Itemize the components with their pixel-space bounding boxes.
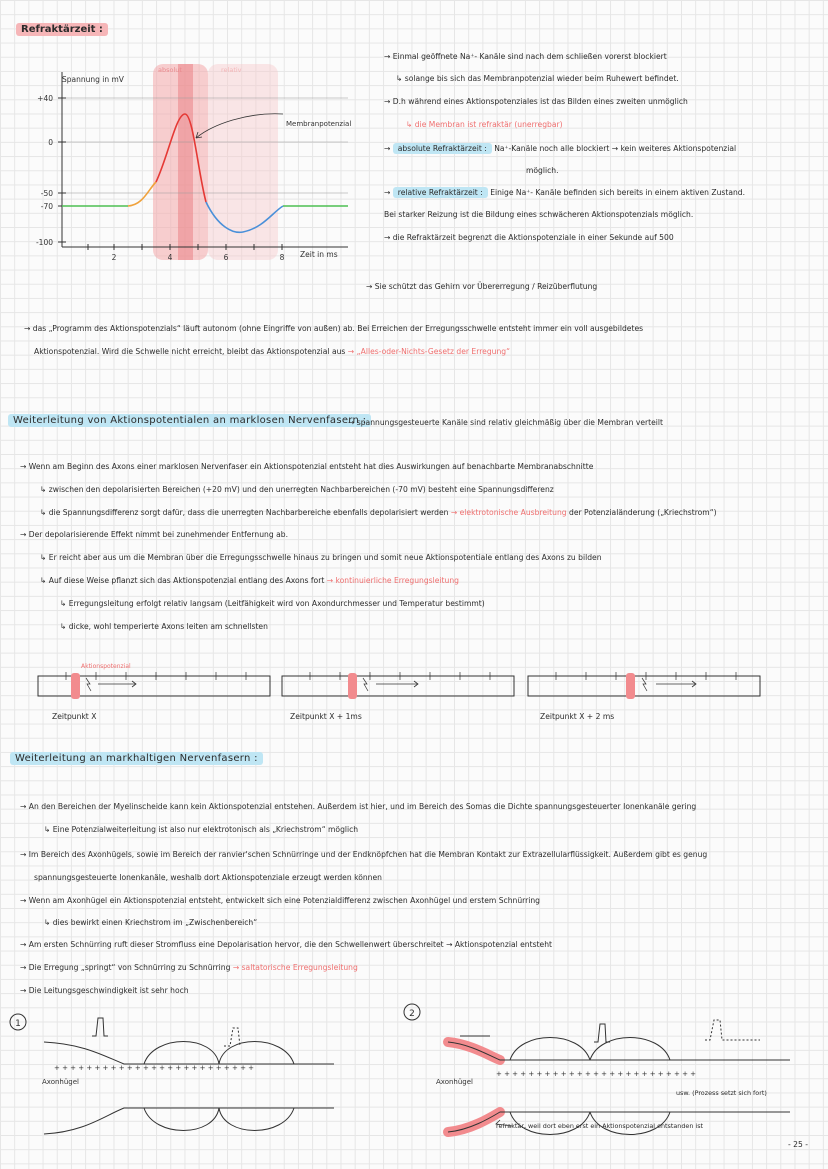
ytick-40: +40 [37, 94, 53, 103]
timepoint-1: Zeitpunkt X [52, 712, 97, 721]
markhaltig-line: ↳ dies bewirkt einen Kriechstrom im „Zwischenbereich“ [44, 918, 258, 927]
marklos-line: ↳ zwischen den depolarisierten Bereichen (+20 mV) und den unerregten Nachbarbereichen (-70 mV) besteht eine Spannungsdifferenz [40, 485, 554, 494]
svg-text:+ + + + + + + + + + + + + + +: + + + + + + + + + + + + + + + + + + + + + + + + + [54, 1064, 255, 1072]
marklos-line: ↳ die Spannungsdifferenz sorgt dafür, dass die unerregten Nachbarbereiche ebenfalls depolarisiert werden → elektrotonische Ausbreitung der Potenzialänderung („Kriechstrom“) [40, 508, 717, 517]
section-title-markhaltig: Weiterleitung an markhaltigen Nervenfasern : [10, 753, 263, 764]
relative-refractory-band [208, 64, 278, 260]
ytick-minus70: -70 [40, 202, 53, 211]
usw-note: usw. (Prozess setzt sich fort) [676, 1089, 767, 1097]
marklos-line: ↳ dicke, wohl temperierte Axons leiten am schnellsten [60, 622, 268, 631]
section2-subtitle: → spannungsgesteuerte Kanäle sind relativ gleichmäßig über die Membran verteilt [348, 418, 663, 427]
action-potential-chart [28, 62, 358, 262]
ytick-minus100: -100 [35, 238, 53, 247]
markhaltig-line: → Die Leitungsgeschwindigkeit ist sehr hoch [20, 986, 189, 995]
page-number: - 25 - [788, 1140, 808, 1149]
svg-text:2: 2 [409, 1009, 415, 1019]
marklos-line: ↳ Erregungsleitung erfolgt relativ langsam (Leitfähigkeit wird von Axondurchmesser und Temperatur bestimmt) [60, 599, 485, 608]
markhaltig-line: → Wenn am Axonhügel ein Aktionspotenzial entsteht, entwickelt sich eine Potenzialdifferenz zwischen Axonhügel und erstem Schnürring [20, 896, 540, 905]
section-title-marklos: Weiterleitung von Aktionspotentialen an marklosen Nervenfasern : [8, 415, 371, 426]
marklos-line: → Der depolarisierende Effekt nimmt bei zunehmender Entfernung ab. [20, 530, 288, 539]
membranpotenzial-label: Membranpotenzial [286, 120, 352, 128]
marklos-line: → Wenn am Beginn des Axons einer marklosen Nervenfaser ein Aktionspotenzial entsteht hat dies Auswirkungen auf benachbarte Membranabschnitte [20, 462, 594, 471]
myelinated-figure-1 [4, 1006, 384, 1146]
markhaltig-line: spannungsgesteuerte Ionenkanäle, weshalb dort Aktionspotenziale erzeugt werden können [34, 873, 382, 882]
x-axis-label: Zeit in ms [300, 250, 338, 259]
ytick-minus50: -50 [40, 189, 53, 198]
timepoint-3: Zeitpunkt X + 2 ms [540, 712, 615, 721]
axonhuegel-label-1: Axonhügel [42, 1078, 80, 1086]
xtick-2: 2 [111, 253, 117, 262]
markhaltig-line: → An den Bereichen der Myelinscheide kann kein Aktionspotenzial entstehen. Außerdem ist hier, und im Bereich des Somas die Dichte spannungsgesteuerter Ionenkanäle gering [20, 802, 697, 811]
xtick-4: 4 [167, 253, 173, 262]
markhaltig-line: → Am ersten Schnürring ruft dieser Stromfluss eine Depolarisation hervor, die den Schwellenwert überschreitet → Aktionspotenzial entsteht [20, 940, 552, 949]
aktionspotenzial-label: Aktionspotenzial [81, 663, 131, 670]
programm-line-2: Aktionspotenzial. Wird die Schwelle nicht erreicht, bleibt das Aktionspotenzial aus → „Alles-oder-Nichts-Gesetz der Erregung“ [34, 347, 511, 356]
svg-text:+ + + + + + + + + + + + + + +: + + + + + + + + + + + + + + + + + + + + + + + + + [496, 1070, 697, 1078]
xtick-8: 8 [279, 253, 285, 262]
absolut-label: absolut [158, 66, 182, 74]
ytick-0: 0 [48, 138, 53, 147]
axon-propagation-diagram [36, 660, 816, 710]
markhaltig-line: ↳ Eine Potenzialweiterleitung ist also nur elektrotonisch als „Kriechstrom“ möglich [44, 825, 359, 834]
xtick-6: 6 [223, 253, 229, 262]
section-title-refraktaerzeit: Refraktärzeit : [16, 24, 108, 35]
programm-line-1: → das „Programm des Aktionspotenzials“ läuft autonom (ohne Eingriffe von außen) ab. Bei Erreichen der Erregungsschwelle entsteht immer ein voll ausgebildetes [24, 324, 644, 333]
relativ-label: relativ [221, 66, 242, 74]
markhaltig-line: → Die Erregung „springt“ von Schnürring zu Schnürring → saltatorische Erregungsleitung [20, 963, 358, 972]
axonhuegel-label-2: Axonhügel [436, 1078, 474, 1086]
svg-text:1: 1 [15, 1019, 21, 1029]
marklos-line: ↳ Auf diese Weise pflanzt sich das Aktionspotenzial entlang des Axons fort → kontinuierliche Erregungsleitung [40, 576, 459, 585]
y-axis-label: Spannung in mV [62, 75, 124, 84]
marklos-line: ↳ Er reicht aber aus um die Membran über die Erregungsschwelle hinaus zu bringen und somit neue Aktionspotentiale entlang des Axons zu bilden [40, 553, 602, 562]
refraktaer-note: refraktär, weil dort eben erst ein Aktionspotenzial entstanden ist [496, 1122, 704, 1130]
schutz-note: → Sie schützt das Gehirn vor Übererregung / Reizüberflutung [366, 282, 598, 291]
timepoint-2: Zeitpunkt X + 1ms [290, 712, 362, 721]
markhaltig-line: → Im Bereich des Axonhügels, sowie im Bereich der ranvier'schen Schnürringe und der Endknöpfchen hat die Membran Kontakt zur Extrazellularflüssigkeit. Außerdem gibt es genug [20, 850, 708, 859]
